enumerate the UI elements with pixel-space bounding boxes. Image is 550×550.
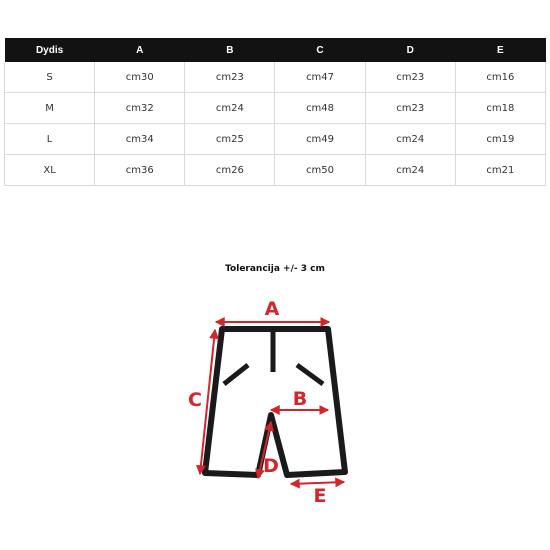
table-row [5,93,546,124]
table-row [5,124,546,155]
right-pocket-seam [297,365,323,384]
table-header-row [5,38,546,62]
table-cell: L [5,124,95,155]
table-cell: cm50 [275,155,365,186]
label-a: A [264,298,280,320]
table-cell: cm48 [275,93,365,124]
table-cell: M [5,93,95,124]
table-cell: cm16 [455,62,545,93]
table-cell: XL [5,155,95,186]
label-b: B [292,388,308,410]
table-cell: cm34 [95,124,185,155]
table-cell: cm30 [95,62,185,93]
header-size: Dydis [5,38,95,62]
table-cell: cm18 [455,93,545,124]
label-c: C [188,389,202,411]
table-row [5,155,546,186]
table-cell: S [5,62,95,93]
table-cell: cm23 [185,62,275,93]
table-cell: cm32 [95,93,185,124]
table-cell: cm24 [185,93,275,124]
header-c: C [275,38,365,62]
header-d: D [365,38,455,62]
table-cell: cm49 [275,124,365,155]
table-cell: cm24 [365,155,455,186]
label-d: D [263,455,279,477]
table-cell: cm25 [185,124,275,155]
table-row [5,62,546,93]
left-pocket-seam [224,365,248,384]
table-cell: cm36 [95,155,185,186]
size-table [4,38,546,186]
header-a: A [95,38,185,62]
table-cell: cm26 [185,155,275,186]
table-cell: cm24 [365,124,455,155]
tolerance-note: Tolerancija +/- 3 cm [225,264,325,274]
table-cell: cm23 [365,93,455,124]
header-b: B [185,38,275,62]
table-cell: cm47 [275,62,365,93]
shorts-diagram [180,290,370,510]
header-e: E [455,38,545,62]
label-e: E [313,485,327,507]
measure-e-line [291,482,344,484]
table-cell: cm23 [365,62,455,93]
table-cell: cm19 [455,124,545,155]
table-cell: cm21 [455,155,545,186]
